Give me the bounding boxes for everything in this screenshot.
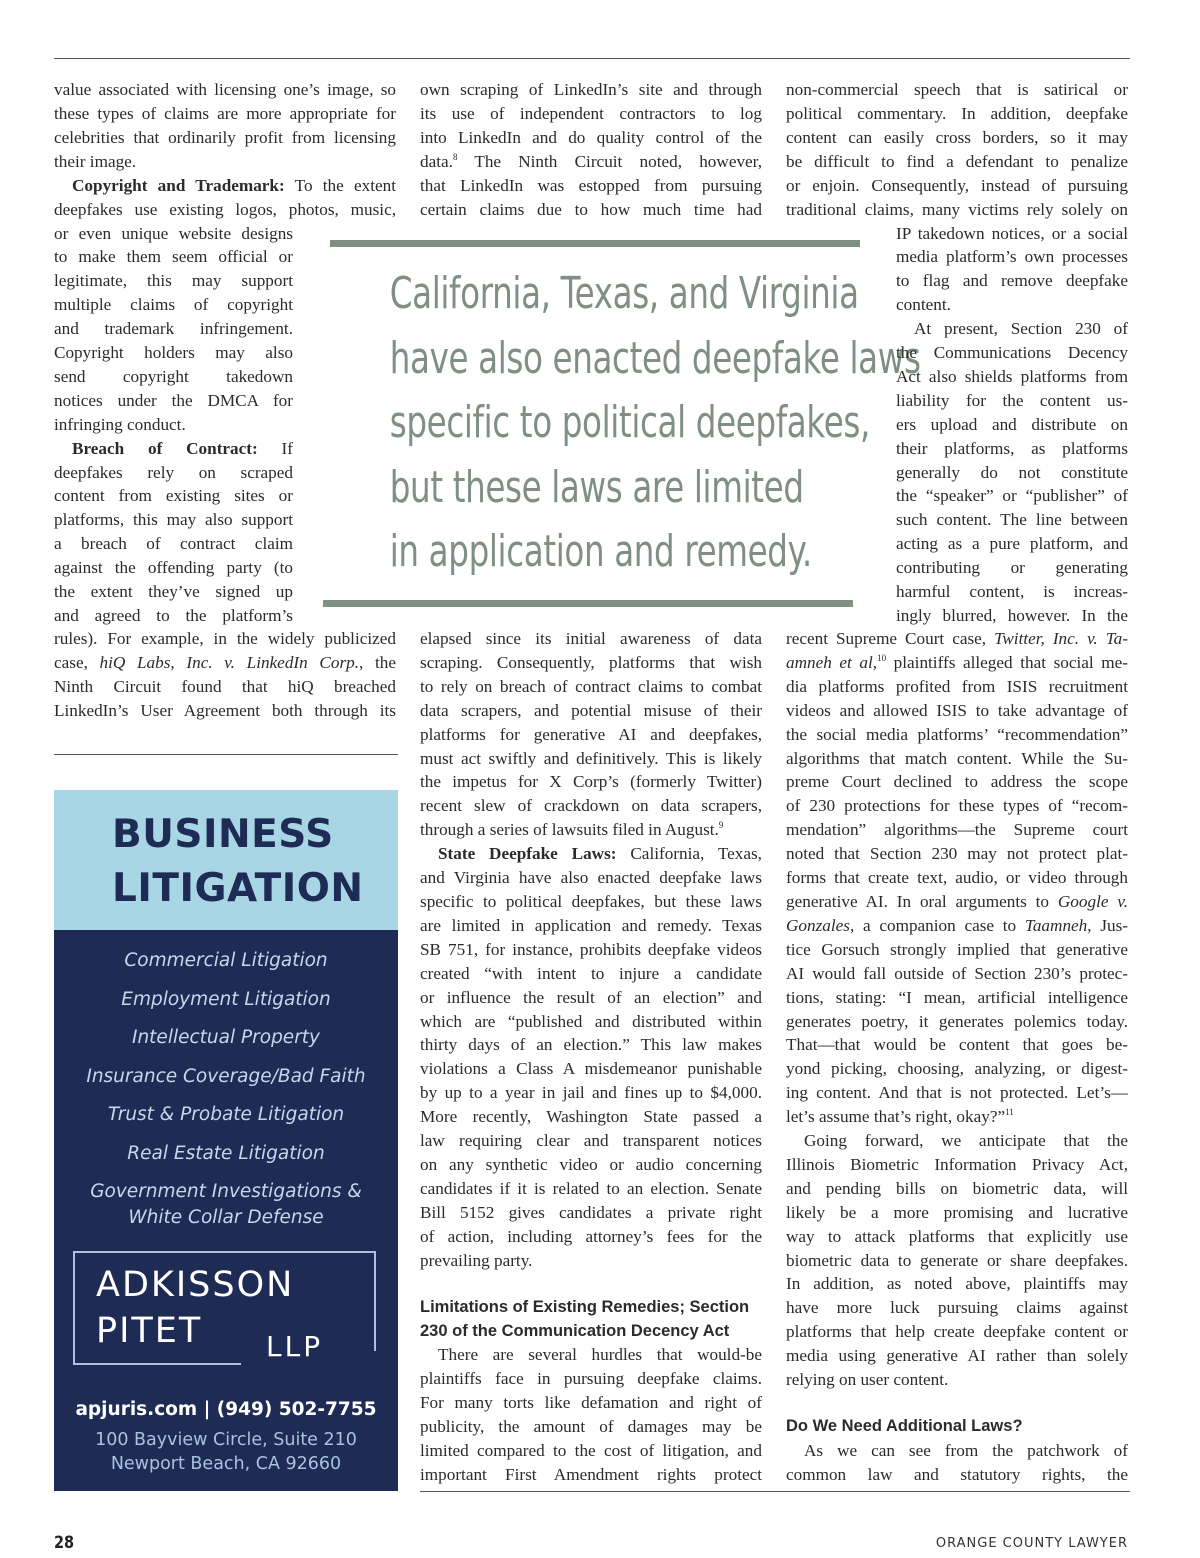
ad-title: [112, 808, 364, 916]
col1-text: [54, 78, 396, 221]
text-line: IP takedown notices, or a social: [896, 223, 1128, 243]
text-line: LinkedIn’s User Agreement both through its: [54, 700, 396, 720]
text-line: these types of claims are more appropriate for: [54, 103, 396, 123]
ad-service-item: Employment Litigation: [121, 988, 331, 1010]
text-line: against the offending party (to: [54, 558, 293, 578]
text-line: into LinkedIn and do quality control of the: [420, 127, 762, 147]
text-line: and Virginia have also enacted deepfake laws: [420, 868, 762, 888]
section-heading-need-laws: Do We Need Additional Laws?: [786, 1417, 1023, 1435]
ad-title-line: LITIGATION: [112, 866, 364, 911]
text-line: noted that Section 230 may not protect plat-: [786, 844, 1128, 864]
text-line: publicity, the amount of damages may be: [420, 1416, 762, 1436]
text-line: data scrapers, and potential misuse of their: [420, 700, 762, 720]
text-line: of action, including attorney’s fees for the: [420, 1226, 762, 1246]
text-line: are limited in application and remedy. Texas: [420, 915, 762, 935]
text-fragment: data.: [420, 151, 453, 171]
case-name: Gonzales,: [786, 915, 855, 935]
text-line: relying on user content.: [786, 1370, 949, 1390]
pull-quote-bottom-bar: [323, 600, 853, 607]
text-line: have more luck pursuing claims against: [786, 1298, 1128, 1318]
ad-address-line: Newport Beach, CA 92660: [110, 1454, 342, 1474]
text-line: must act swiftly and definitively. This is likely: [420, 748, 762, 768]
ad-service-line: Government Investigations &: [90, 1181, 362, 1202]
text-line: forms that create text, audio, or video through: [786, 868, 1128, 888]
text-line: videos and allowed ISIS to take advantage of: [786, 700, 1128, 720]
text-line: celebrities that ordinarily profit from licensing: [54, 127, 396, 147]
text-line: traditional claims, many victims rely solely on: [786, 199, 1128, 219]
text-line: AI would fall outside of Section 230’s protec-: [786, 963, 1128, 983]
text-line: or even unique website designs: [54, 223, 293, 243]
text-line: media platform’s own processes: [896, 247, 1128, 267]
breach-line: [54, 437, 293, 461]
text-line: generally do not constitute: [896, 462, 1128, 482]
footnote-ref[interactable]: 10: [877, 652, 887, 663]
case-name: Taamneh: [1024, 915, 1088, 935]
text-line: likely be a more promising and lucrative: [786, 1202, 1128, 1222]
text-line: recent slew of crackdown on data scrapers,: [420, 796, 762, 816]
state-laws-line: [420, 842, 762, 866]
text-line: More recently, Washington State passed a: [420, 1107, 762, 1127]
text-line: to rely on breach of contract claims to combat: [420, 676, 762, 696]
ad-firm-name: [96, 1262, 294, 1354]
pull-quote-line: in application and remedy.: [389, 526, 812, 577]
text-line: common law and statutory rights, the: [786, 1464, 1128, 1484]
text-fragment: let’s assume that’s right, okay?”: [786, 1107, 1006, 1127]
text-line: such content. The line between: [896, 510, 1128, 530]
heading-line: Limitations of Existing Remedies; Section: [420, 1298, 750, 1316]
text-line: For many torts like defamation and right of: [420, 1392, 762, 1412]
col1-bottom-rule: [54, 754, 398, 755]
ad-service-item: Real Estate Litigation: [127, 1142, 325, 1164]
text-line: ing content. And that is not protected. Let’s—: [786, 1083, 1128, 1103]
case-name: hiQ Labs, Inc. v. LinkedIn Corp.: [99, 652, 360, 672]
text-line: elapsed since its initial awareness of data: [420, 629, 762, 648]
ad-service-item: Insurance Coverage/Bad Faith: [86, 1065, 366, 1087]
col3-bottom-text: [786, 1439, 1128, 1487]
text-line: Bill 5152 gives candidates a private right: [420, 1202, 762, 1222]
page-number: 28: [54, 1533, 75, 1553]
col3-narrow-text: [896, 222, 1128, 628]
case-name: Twitter, Inc. v. Ta-: [994, 629, 1128, 648]
text-line: deepfakes use existing logos, photos, music,: [54, 199, 396, 219]
ad-logo-frame-bottom: [73, 1363, 241, 1365]
case-line: [54, 651, 396, 675]
ad-service-item: Intellectual Property: [132, 1027, 320, 1048]
text-line: thirty days of an election.” This law makes: [420, 1035, 762, 1055]
text-line: law requiring clear and transparent notices: [420, 1131, 762, 1151]
text-line: own scraping of LinkedIn’s site and through: [420, 80, 762, 99]
ad-title-line: BUSINESS: [112, 812, 334, 857]
text-line: content from existing sites or: [54, 486, 293, 506]
ad-firm-line: PITET: [96, 1311, 203, 1351]
state-laws-heading: State Deepfake Laws:: [438, 844, 617, 864]
text-line: preme Court declined to address the scope: [786, 772, 1128, 792]
text-fragment: To the extent: [294, 175, 396, 195]
text-line: that LinkedIn was estopped from pursuing: [420, 175, 762, 195]
text-line: created “with intent to injure a candidate: [420, 963, 762, 983]
pull-quote-top-bar: [330, 240, 860, 247]
ad-service-item: Trust & Probate Litigation: [107, 1104, 345, 1125]
copyright-line: [54, 174, 396, 198]
text-line: algorithms that match content. While the Su-: [786, 748, 1128, 768]
text-line: on any synthetic video or audio concerning: [420, 1154, 762, 1174]
footnote-line: [420, 150, 762, 174]
text-line: acting as a pure platform, and: [896, 534, 1128, 554]
text-line: send copyright takedown: [54, 366, 293, 386]
text-line: infringing conduct.: [54, 414, 186, 434]
text-line: or enjoin. Consequently, instead of pursuing: [786, 175, 1128, 195]
text-line: ingly blurred, however. In the: [896, 606, 1128, 625]
ad-contact-link[interactable]: apjuris.com | (949) 502-7755: [75, 1399, 377, 1420]
text-line: content.: [896, 295, 951, 315]
text-line: which are “published and distributed within: [420, 1011, 762, 1031]
case-name: Google v.: [1057, 891, 1128, 911]
text-line: platforms that help create deepfake content or: [786, 1322, 1128, 1342]
bottom-rule: [420, 1491, 1130, 1492]
ad-llp: LLP: [266, 1330, 324, 1363]
text-line: generates poetry, it generates polemics today.: [786, 1011, 1128, 1031]
text-line: a breach of contract claim: [54, 534, 293, 554]
text-line: its use of independent contractors to log: [420, 103, 762, 123]
text-line: In addition, as noted above, plaintiffs may: [786, 1274, 1128, 1294]
text-line: biometric data to generate or share deepfakes.: [786, 1250, 1128, 1270]
case-name: amneh et al,: [786, 652, 878, 672]
ad-logo-frame-right: [374, 1251, 376, 1351]
text-line: of 230 protections for these types of “recom-: [786, 796, 1128, 816]
magazine-name: ORANGE COUNTY LAWYER: [935, 1536, 1128, 1551]
footnote-ref[interactable]: 11: [1005, 1107, 1014, 1118]
text-line: As we can see from the patchwork of: [804, 1441, 1128, 1460]
text-line: limited compared to the cost of litigation, and: [420, 1440, 762, 1460]
text-line: media using generative AI rather than solely: [786, 1346, 1128, 1366]
text-fragment: , the: [359, 652, 397, 672]
text-line: non-commercial speech that is satirical or: [786, 80, 1128, 99]
twitter-case-line: [786, 627, 1128, 651]
text-line: or influence the result of an election” and: [420, 987, 762, 1007]
text-line: Illinois Biometric Information Privacy Act,: [786, 1154, 1128, 1174]
ad-address: [54, 1428, 398, 1476]
text-line: rules). For example, in the widely publicized: [54, 629, 396, 648]
text-line: their platforms, as platforms: [896, 438, 1128, 458]
col2-top-text: [420, 78, 762, 221]
heading-line: 230 of the Communication Decency Act: [420, 1322, 730, 1340]
top-rule: [54, 58, 1130, 59]
text-line: At present, Section 230 of: [914, 319, 1128, 339]
text-line: certain claims due to how much time had: [420, 199, 762, 219]
text-line: SB 751, for instance, prohibits deepfake videos: [420, 939, 762, 959]
text-line: and trademark infringement.: [54, 319, 293, 339]
ad-services-list: [54, 942, 398, 1231]
col3-top-text: [786, 78, 1128, 221]
text-line: be difficult to find a defendant to penalize: [786, 151, 1128, 171]
footnote-line: [786, 1105, 1128, 1129]
footnote-line: [420, 818, 762, 842]
text-line: value associated with licensing one’s image, so: [54, 80, 396, 99]
text-line: That—that would be content that goes be-: [786, 1035, 1128, 1055]
text-fragment: California, Texas,: [616, 844, 762, 864]
text-line: liability for the content us-: [896, 390, 1128, 410]
text-line: tice Gorsuch strongly implied that generative: [786, 939, 1128, 959]
text-line: plaintiffs face in pursuing deepfake claims.: [420, 1368, 762, 1388]
advertisement[interactable]: [54, 790, 398, 1491]
ad-service-item: Commercial Litigation: [124, 950, 328, 971]
text-line: mendation” algorithms—the Supreme court: [786, 820, 1128, 840]
gonzales-line: [786, 914, 1128, 938]
text-line: their image.: [54, 151, 137, 171]
text-line: the impetus for X Corp’s (formerly Twitter): [420, 772, 762, 792]
col2-body-text: [420, 627, 762, 1272]
col1-bottom-text: [54, 627, 396, 723]
text-line: candidates if it is related to an election. Senate: [420, 1178, 762, 1198]
twitter-case-line: [786, 651, 1128, 675]
section-heading-limitations: [420, 1295, 762, 1343]
text-fragment: If: [281, 438, 293, 458]
text-line: notices under the DMCA for: [54, 390, 293, 410]
pull-quote: [389, 262, 921, 585]
text-line: contributing or generating: [896, 558, 1128, 578]
text-fragment: plaintiffs alleged that social me-: [886, 652, 1128, 672]
col3-body-text: [786, 627, 1128, 1392]
col1-narrow-text: [54, 222, 293, 628]
text-line: and pending bills on biometric data, will: [786, 1178, 1128, 1198]
text-line: content can easily cross borders, so it may: [786, 127, 1128, 147]
ad-header: [54, 790, 398, 930]
footnote-ref[interactable]: 9: [718, 820, 724, 831]
text-line: dia platforms profited from ISIS recruitment: [786, 676, 1128, 696]
text-line: multiple claims of copyright: [54, 295, 293, 315]
text-line: yond picking, choosing, analyzing, or digest-: [786, 1059, 1128, 1079]
text-line: There are several hurdles that would-be: [438, 1345, 762, 1364]
text-line: to make them seem official or: [54, 247, 293, 267]
text-line: platforms for generative AI and deepfakes,: [420, 724, 762, 744]
text-line: important First Amendment rights protect: [420, 1464, 762, 1484]
text-line: specific to political deepfakes, but these laws: [420, 891, 762, 911]
text-fragment: through a series of lawsuits filed in August.: [420, 820, 719, 840]
text-line: deepfakes rely on scraped: [54, 462, 293, 482]
text-line: Copyright holders may also: [54, 343, 293, 363]
pull-quote-line: but these laws are limited: [389, 461, 804, 513]
breach-heading: Breach of Contract:: [72, 438, 258, 458]
text-line: and agreed to the platform’s: [54, 606, 293, 625]
text-line: the Communications Decency: [896, 343, 1128, 363]
ad-firm-line: ADKISSON: [96, 1265, 295, 1305]
text-line: tions, stating: “I mean, artificial intelligence: [786, 987, 1128, 1007]
text-line: legitimate, this may support: [54, 271, 293, 291]
text-line: the “speaker” or “publisher” of: [896, 486, 1128, 506]
text-line: to flag and remove deepfake: [896, 271, 1128, 291]
text-fragment: case,: [54, 652, 100, 672]
footnote-ref[interactable]: 8: [452, 151, 458, 162]
col2-bottom-text: [420, 1343, 762, 1486]
text-fragment: recent Supreme Court case,: [786, 629, 995, 648]
google-case-line: [786, 890, 1128, 914]
text-line: Ninth Circuit found that hiQ breached: [54, 676, 396, 696]
text-line: way to attack platforms that explicitly use: [786, 1226, 1128, 1246]
text-line: the extent they’ve signed up: [54, 582, 293, 602]
text-fragment: a companion case to: [854, 915, 1025, 935]
text-line: Act also shields platforms from: [896, 366, 1128, 386]
text-fragment: , Jus-: [1087, 915, 1128, 935]
pull-quote-line: specific to political deepfakes,: [389, 397, 870, 448]
text-line: platforms, this may also support: [54, 510, 293, 530]
ad-service-line: White Collar Defense: [128, 1207, 324, 1228]
text-line: ers upload and distribute on: [896, 414, 1128, 434]
text-fragment: generative AI. In oral arguments to: [786, 891, 1058, 911]
text-line: harmful content, is increas-: [896, 582, 1128, 602]
ad-service-item: [54, 1173, 398, 1231]
text-line: the social media platforms’ “recommendation”: [786, 724, 1128, 744]
copyright-heading: Copyright and Trademark:: [72, 175, 285, 195]
text-line: political commentary. In addition, deepfake: [786, 103, 1128, 123]
text-line: by up to a year in jail and fines up to $4,000.: [420, 1083, 762, 1103]
ad-address-line: 100 Bayview Circle, Suite 210: [95, 1430, 357, 1450]
text-line: scraping. Consequently, platforms that wish: [420, 652, 762, 672]
text-line: Going forward, we anticipate that the: [804, 1131, 1128, 1151]
text-line: violations a Class A misdemeanor punishable: [420, 1059, 762, 1079]
text-fragment: The Ninth Circuit noted, however,: [457, 151, 762, 171]
pull-quote-line: have also enacted deepfake laws: [389, 332, 921, 384]
text-line: prevailing party.: [420, 1250, 533, 1270]
pull-quote-line: California, Texas, and Virginia: [389, 268, 859, 319]
